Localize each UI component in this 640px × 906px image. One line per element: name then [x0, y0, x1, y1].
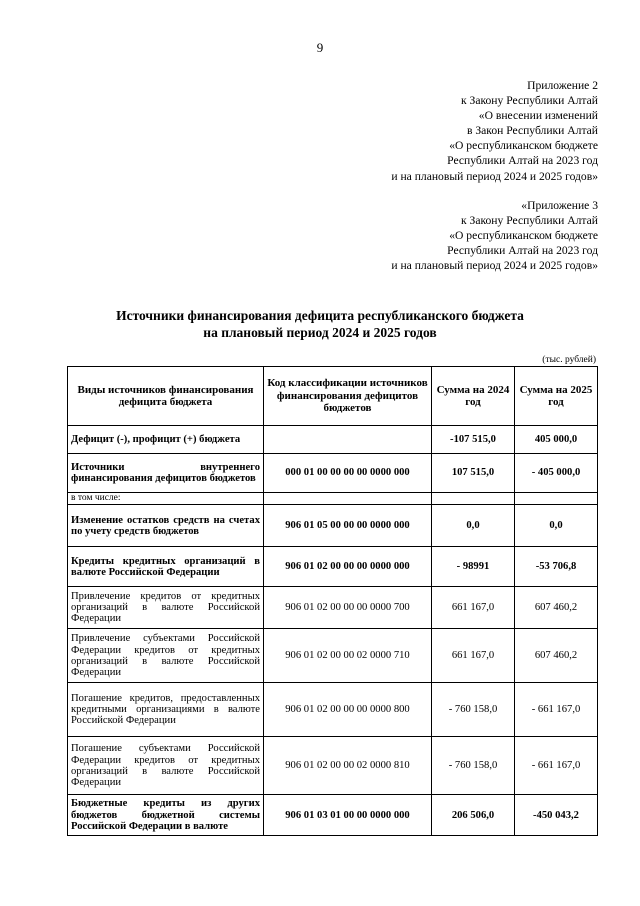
cell-sum-2025: 405 000,0	[515, 426, 598, 454]
page-number: 9	[316, 40, 324, 55]
cell-sum-2025: -53 706,8	[515, 547, 598, 587]
cell-name: Кредиты кредитных организаций в валюте Российской Федерации	[68, 547, 264, 587]
table-header-row	[68, 367, 598, 426]
cell-name: в том числе:	[68, 493, 264, 505]
cell-sum-2024: - 760 158,0	[432, 683, 515, 737]
table-row	[68, 587, 598, 629]
cell-sum-2024: 0,0	[432, 505, 515, 547]
cell-code: 906 01 03 01 00 00 0000 000	[264, 795, 432, 836]
cell-code: 000 01 00 00 00 00 0000 000	[264, 454, 432, 493]
cell-code	[264, 426, 432, 454]
table-row	[68, 505, 598, 547]
appendix-2-line: Республики Алтай на 2023 год	[447, 154, 598, 168]
appendix-3-line: и на плановый период 2024 и 2025 годов»	[391, 259, 598, 273]
cell-sum-2025	[515, 493, 598, 505]
cell-name: Погашение субъектами Российской Федерации кредитов от кредитных организаций в валюте Российской Федерации	[68, 737, 264, 795]
cell-sum-2025: 0,0	[515, 505, 598, 547]
appendix-3-line: «О республиканском бюджете	[449, 229, 598, 243]
cell-sum-2024: -107 515,0	[432, 426, 515, 454]
table-row	[68, 795, 598, 836]
cell-sum-2025: 607 460,2	[515, 587, 598, 629]
cell-code: 906 01 02 00 00 00 0000 000	[264, 547, 432, 587]
cell-name: Привлечение субъектами Российской Федерации кредитов от кредитных организаций в валюте Российской Федерации	[68, 629, 264, 683]
header-code: Код классификации источников финансирования дефицитов бюджетов	[264, 367, 432, 426]
cell-sum-2025: 607 460,2	[515, 629, 598, 683]
appendix-2-line: «О внесении изменений	[478, 109, 598, 123]
cell-sum-2024: 661 167,0	[432, 629, 515, 683]
table-row	[68, 454, 598, 493]
appendix-2-heading	[298, 78, 598, 184]
appendix-3-heading	[298, 198, 598, 273]
header-name: Виды источников финансирования дефицита бюджета	[68, 367, 264, 426]
cell-code	[264, 493, 432, 505]
title-line-1: Источники финансирования дефицита республиканского бюджета	[116, 308, 524, 323]
cell-sum-2025: - 661 167,0	[515, 683, 598, 737]
table-body	[68, 426, 598, 836]
table-row	[68, 629, 598, 683]
appendix-2-line: Приложение 2	[527, 79, 598, 92]
cell-name: Погашение кредитов, предоставленных кредитными организациями в валюте Российской Федерации	[68, 683, 264, 737]
table-row	[68, 683, 598, 737]
document-title	[0, 307, 640, 341]
appendix-3-line: к Закону Республики Алтай	[460, 214, 598, 228]
cell-name: Бюджетные кредиты из других бюджетов бюджетной системы Российской Федерации в валюте	[68, 795, 264, 836]
cell-name: Привлечение кредитов от кредитных организаций в валюте Российской Федерации	[68, 587, 264, 629]
cell-sum-2025: -450 043,2	[515, 795, 598, 836]
header-sum-2024: Сумма на 2024 год	[432, 367, 515, 426]
appendix-2-line: в Закон Республики Алтай	[466, 124, 598, 138]
table-row	[68, 426, 598, 454]
cell-name: Источники внутреннего финансирования дефицитов бюджетов	[68, 454, 264, 493]
cell-code: 906 01 02 00 00 00 0000 800	[264, 683, 432, 737]
cell-code: 906 01 02 00 00 00 0000 700	[264, 587, 432, 629]
cell-sum-2024: - 98991	[432, 547, 515, 587]
cell-sum-2024: 206 506,0	[432, 795, 515, 836]
cell-sum-2024	[432, 493, 515, 505]
cell-sum-2024: 661 167,0	[432, 587, 515, 629]
cell-code: 906 01 05 00 00 00 0000 000	[264, 505, 432, 547]
table-row	[68, 547, 598, 587]
appendix-3-line: «Приложение 3	[521, 199, 598, 212]
financing-sources-table	[67, 366, 598, 836]
cell-sum-2024: 107 515,0	[432, 454, 515, 493]
cell-code: 906 01 02 00 00 02 0000 810	[264, 737, 432, 795]
table-row	[68, 493, 598, 505]
cell-sum-2025: - 661 167,0	[515, 737, 598, 795]
cell-sum-2025: - 405 000,0	[515, 454, 598, 493]
cell-name: Изменение остатков средств на счетах по учету средств бюджетов	[68, 505, 264, 547]
appendix-3-line: Республики Алтай на 2023 год	[447, 244, 598, 258]
appendix-2-line: к Закону Республики Алтай	[460, 94, 598, 108]
title-line-2: на плановый период 2024 и 2025 годов	[203, 325, 437, 340]
appendix-2-line: «О республиканском бюджете	[449, 139, 598, 153]
appendix-2-line: и на плановый период 2024 и 2025 годов»	[391, 169, 598, 183]
cell-sum-2024: - 760 158,0	[432, 737, 515, 795]
unit-note: (тыс. рублей)	[542, 355, 596, 365]
header-sum-2025: Сумма на 2025 год	[515, 367, 598, 426]
cell-name: Дефицит (-), профицит (+) бюджета	[68, 426, 264, 454]
table-row	[68, 737, 598, 795]
cell-code: 906 01 02 00 00 02 0000 710	[264, 629, 432, 683]
